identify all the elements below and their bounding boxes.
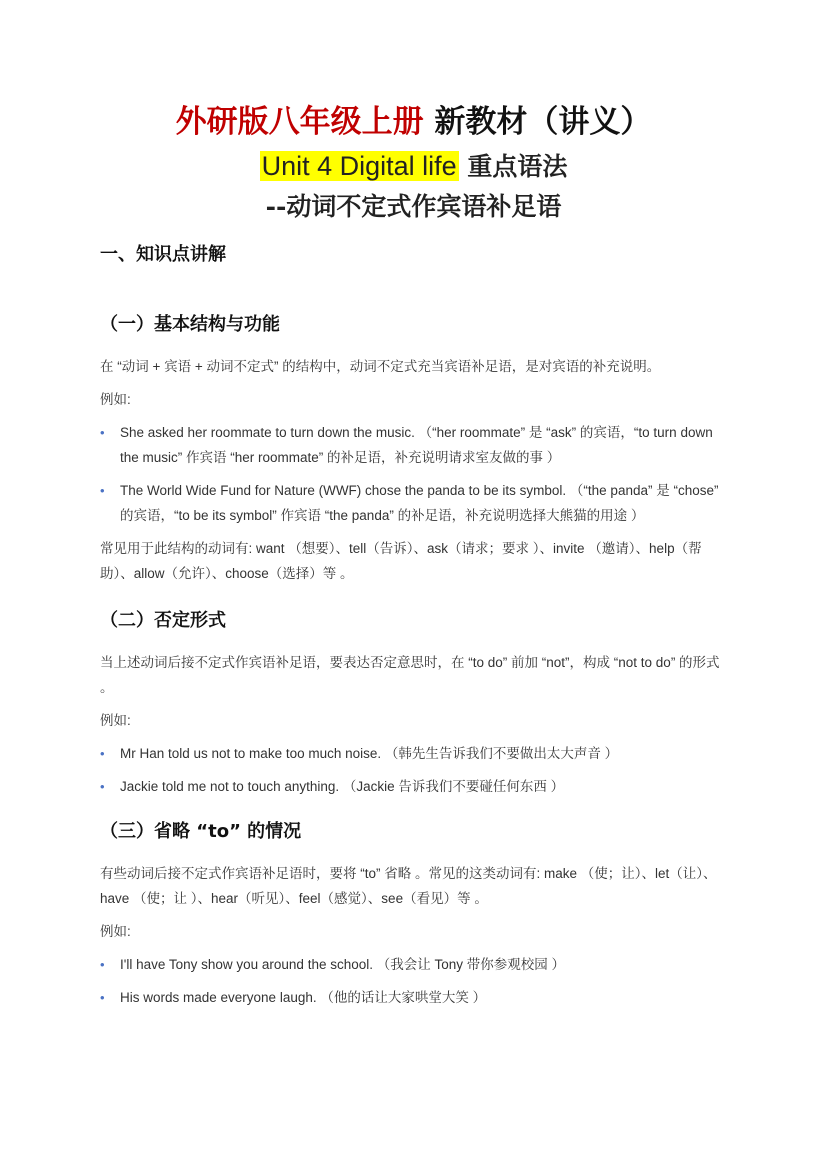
part1-example-list [100,420,720,528]
part2-example-list [100,741,720,799]
title-line-3: --动词不定式作宾语补足语 [265,192,562,221]
part1-heading: （一）基本结构与功能 [100,314,280,335]
part3-example-list [100,952,720,1010]
bullet-icon: • [100,483,105,498]
bullet-icon: • [100,425,105,440]
list-item [100,478,720,528]
part2-intro: 当上述动词后接不定式作宾语补足语，要表达否定意思时，在 “to do” 前加 “not”，构成 “not to do” 的形式 。 [100,655,720,695]
section-heading: 一、知识点讲解 [100,244,226,265]
part1-example-label: 例如: [100,392,131,407]
part3-example-label: 例如: [100,924,131,939]
part3-heading: （三）省略 “to” 的情况 [100,821,302,842]
bullet-icon: • [100,990,105,1005]
title-unit-highlight: Unit 4 Digital life [261,151,457,181]
part2-example-label: 例如: [100,713,131,728]
title-subtitle: 新教材（讲义） [423,104,652,140]
part2-heading: （二）否定形式 [100,610,226,631]
part1-intro: 在 “动词 + 宾语 + 动词不定式” 的结构中，动词不定式充当宾语补足语，是对宾语的补充说明。 [100,359,661,374]
title-textbook: 外研版八年级上册 [175,104,424,140]
list-item [100,420,720,470]
part1-example-2: The World Wide Fund for Nature (WWF) chose the panda to be its symbol. （“the panda” 是 “chose” 的宾语，“to be its symbol” 作宾语 “the panda” 的补足语，补充说明选择大熊猫的用途 ） [120,483,719,523]
title-line-2 [0,148,827,185]
bullet-icon: • [100,779,105,794]
bullet-icon: • [100,957,105,972]
part2-example-1: Mr Han told us not to make too much noise. （韩先生告诉我们不要做出太大声音 ） [120,746,619,761]
part3-intro: 有些动词后接不定式作宾语补足语时，要将 “to” 省略 。常见的这类动词有: make （使；让）、let（让）、have （使；让 ）、hear（听见）、feel（感觉）、see（看见）等 。 [100,866,717,906]
list-item [100,985,720,1010]
list-item [100,741,720,766]
title-line-1 [0,100,827,144]
part3-example-1: I'll have Tony show you around the school. （我会让 Tony 带你参观校园 ） [120,957,566,972]
part2-example-2: Jackie told me not to touch anything. （Jackie 告诉我们不要碰任何东西 ） [120,779,565,794]
part3-example-2: His words made everyone laugh. （他的话让大家哄堂大笑 ） [120,990,487,1005]
document-body [100,240,720,1010]
list-item [100,774,720,799]
part1-example-1: She asked her roommate to turn down the music. （“her roommate” 是 “ask” 的宾语，“to turn down the music” 作宾语 “her roommate” 的补足语，补充说明请求室友做的事 ） [120,425,713,465]
list-item [100,952,720,977]
document-title [0,100,827,225]
title-topic: 重点语法 [458,152,568,181]
part1-common-verbs: 常见用于此结构的动词有: want （想要）、tell（告诉）、ask（请求；要求 ）、invite （邀请）、help（帮助）、allow（允许）、choose（选择）等 。 [100,541,702,581]
bullet-icon: • [100,746,105,761]
